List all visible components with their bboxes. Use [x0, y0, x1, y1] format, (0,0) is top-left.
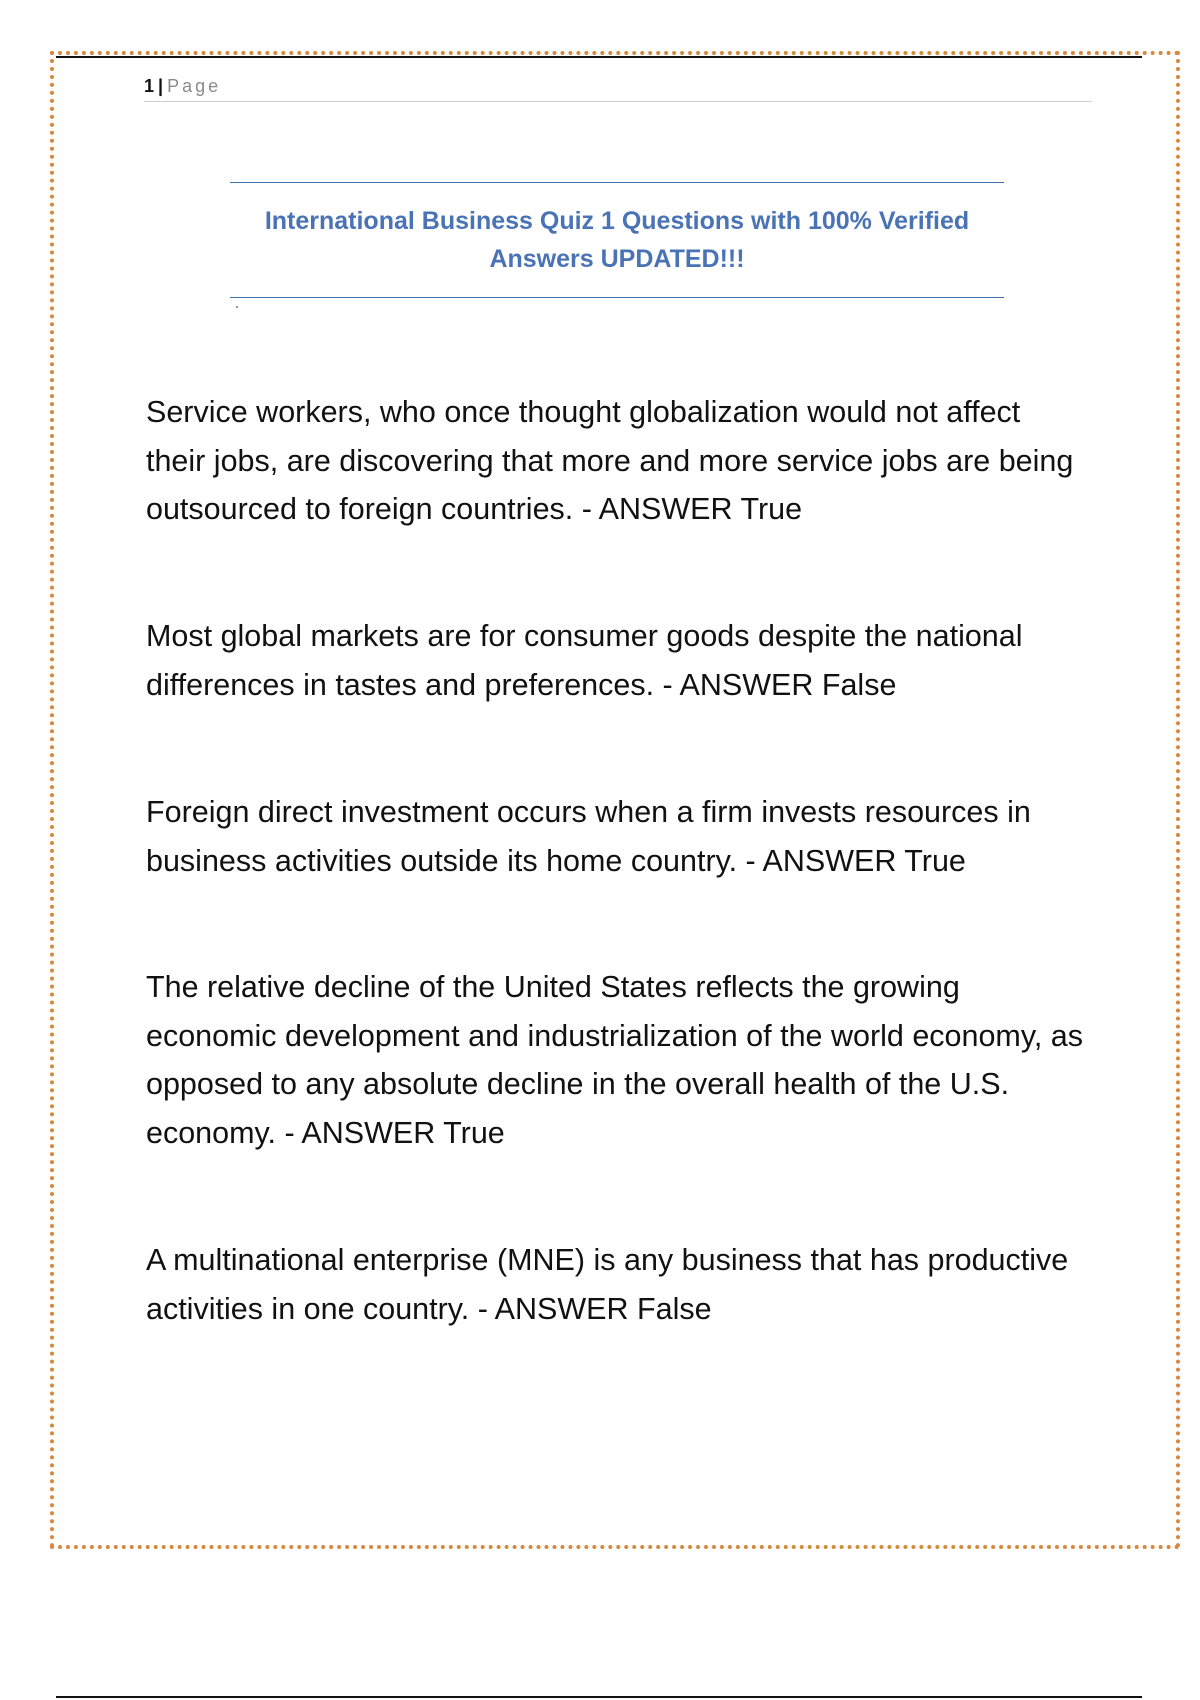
question-4: The relative decline of the United States reflects the growing economic development and industrialization of the world economy, as opposed to any absolute decline in the overall health of the U.S. economy. - ANSWER True	[146, 970, 1083, 1150]
document-title: International Business Quiz 1 Questions with 100% Verified Answers UPDATED!!!	[264, 207, 970, 273]
question-3: Foreign direct investment occurs when a firm invests resources in business activities outside its home country. - ANSWER True	[146, 795, 1031, 878]
stray-dot	[236, 306, 238, 308]
page-header	[144, 72, 1092, 102]
title-box	[230, 182, 1004, 298]
question-2: Most global markets are for consumer goods despite the national differences in tastes and preferences. - ANSWER False	[146, 619, 1023, 702]
question-5: A multinational enterprise (MNE) is any business that has productive activities in one country. - ANSWER False	[146, 1243, 1069, 1326]
question-1: Service workers, who once thought globalization would not affect their jobs, are discovering that more and more service jobs are being outsourced to foreign countries. - ANSWER True	[146, 395, 1074, 526]
page-label: Page	[167, 76, 222, 96]
page-number: 1	[144, 76, 155, 96]
bottom-rule	[56, 1696, 1142, 1698]
page-separator: |	[158, 76, 164, 96]
